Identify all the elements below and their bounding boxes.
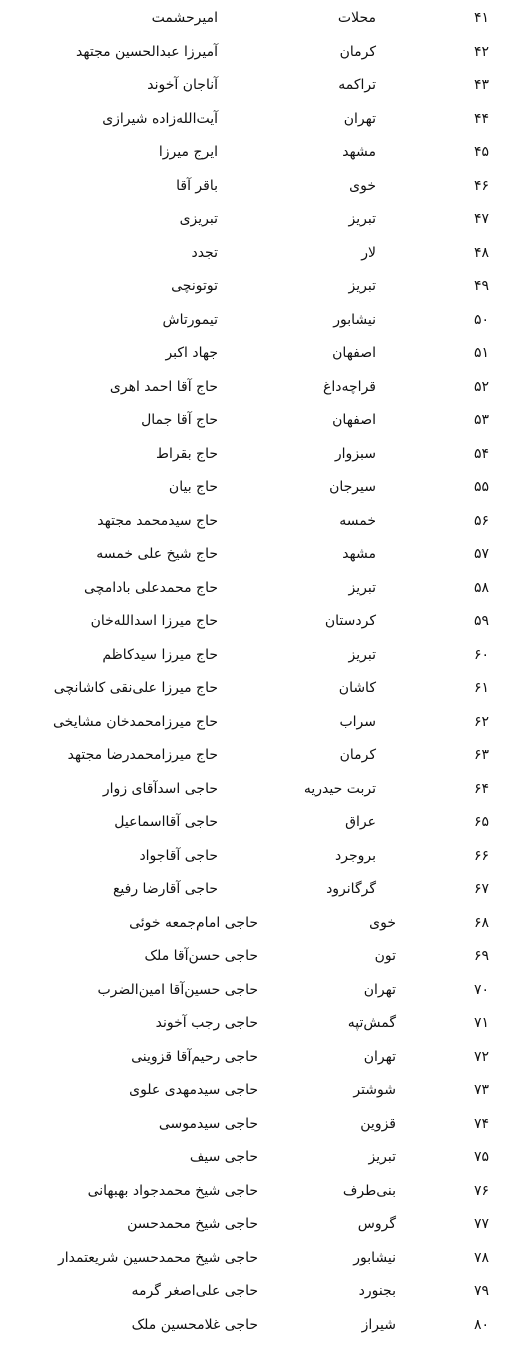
row-city: خمسه xyxy=(339,512,376,529)
table-row xyxy=(0,974,519,1007)
table-row xyxy=(0,1275,519,1308)
row-number: ۷۲ xyxy=(473,1048,489,1065)
row-person-name: حاجی رجب آخوند xyxy=(155,1015,258,1031)
row-city: سراب xyxy=(339,713,376,730)
row-number: ۶۹ xyxy=(473,948,489,964)
table-row xyxy=(0,2,519,35)
row-city: تهران xyxy=(343,110,376,127)
row-number: ۶۵ xyxy=(473,814,489,830)
table-row xyxy=(0,940,519,973)
row-number: ۷۴ xyxy=(473,1115,489,1132)
table-row xyxy=(0,1208,519,1241)
row-city: مشهد xyxy=(342,546,376,562)
table-row xyxy=(0,237,519,270)
table-row xyxy=(0,404,519,437)
table-row xyxy=(0,69,519,102)
row-person-name: آمیرزا عبدالحسین مجتهد xyxy=(76,43,218,60)
row-number: ۵۵ xyxy=(473,479,489,495)
row-city: کردستان xyxy=(324,613,376,629)
row-city: مشهد xyxy=(342,144,376,160)
row-city: بجنورد xyxy=(358,1283,396,1299)
row-person-name: حاجی سیف xyxy=(189,1149,258,1165)
row-number: ۴۶ xyxy=(473,177,489,194)
table-row xyxy=(0,1041,519,1074)
row-city: تراکمه xyxy=(338,77,376,93)
row-number: ۴۸ xyxy=(473,244,489,261)
row-city: شیراز xyxy=(361,1316,396,1333)
row-person-name: توتونچی xyxy=(171,278,218,294)
row-person-name: حاج میرزا اسدالله‌خان xyxy=(90,613,218,629)
table-row xyxy=(0,739,519,772)
row-city: تبریز xyxy=(348,278,376,294)
row-number: ۷۹ xyxy=(473,1283,489,1299)
row-city: سیرجان xyxy=(329,479,376,495)
row-person-name: حاج میرزامحمدرضا مجتهد xyxy=(67,747,218,763)
row-number: ۴۱ xyxy=(473,10,489,26)
row-number: ۷۶ xyxy=(473,1182,489,1199)
row-number: ۵۹ xyxy=(473,613,489,629)
table-row xyxy=(0,672,519,705)
row-number: ۶۲ xyxy=(473,713,489,730)
row-number: ۷۷ xyxy=(473,1216,489,1232)
row-city: تبریز xyxy=(348,211,376,227)
row-number: ۷۸ xyxy=(473,1249,489,1266)
row-city: نیشابور xyxy=(353,1249,396,1266)
table-row xyxy=(0,337,519,370)
row-city: لار xyxy=(361,244,376,261)
row-number: ۶۳ xyxy=(473,747,489,763)
row-person-name: حاج بیان xyxy=(168,479,218,495)
table-row xyxy=(0,1175,519,1208)
row-person-name: تیمورتاش xyxy=(162,311,218,328)
row-person-name: حاجی آقاجواد xyxy=(139,847,218,864)
row-person-name: حاج میرزا سیدکاظم xyxy=(102,646,218,663)
table-row xyxy=(0,1007,519,1040)
row-person-name: حاج میرزا علی‌نقی کاشانچی xyxy=(53,680,218,696)
row-city: کرمان xyxy=(339,43,376,60)
row-number: ۴۷ xyxy=(473,211,489,227)
row-person-name: حاجی سیدموسی xyxy=(158,1115,258,1132)
row-city: تهران xyxy=(363,1048,396,1065)
row-city: شوشتر xyxy=(353,1082,396,1098)
table-row xyxy=(0,538,519,571)
row-city: اصفهان xyxy=(332,412,376,428)
table-row xyxy=(0,1242,519,1275)
table-row xyxy=(0,907,519,940)
table-row xyxy=(0,806,519,839)
table-row xyxy=(0,371,519,404)
table-row xyxy=(0,270,519,303)
row-person-name: امیرحشمت xyxy=(151,10,218,26)
row-person-name: باقر آقا xyxy=(176,177,218,194)
table-row xyxy=(0,1108,519,1141)
row-person-name: تجدد xyxy=(191,244,218,261)
row-city: کرمان xyxy=(339,747,376,763)
row-city: کاشان xyxy=(338,680,376,696)
row-number: ۷۵ xyxy=(473,1149,489,1165)
row-city: خوی xyxy=(349,177,376,194)
table-row xyxy=(0,103,519,136)
row-person-name: حاجی آقااسماعیل xyxy=(114,814,218,830)
row-person-name: حاجی شیخ محمدجواد بهبهانی xyxy=(87,1182,258,1199)
row-person-name: حاج آقا احمد اهری xyxy=(109,378,218,395)
row-city: بروجرد xyxy=(335,847,376,864)
row-number: ۴۲ xyxy=(473,43,489,60)
row-city: بنی‌طرف xyxy=(342,1182,396,1199)
row-city: اصفهان xyxy=(332,345,376,361)
row-person-name: حاجی حسن‌آقا ملک xyxy=(144,948,258,964)
row-person-name: حاج سیدمحمد مجتهد xyxy=(97,512,218,529)
table-row xyxy=(0,304,519,337)
row-number: ۶۰ xyxy=(473,646,489,663)
row-city: قراچه‌داغ xyxy=(323,378,376,395)
row-person-name: آناجان آخوند xyxy=(147,77,218,93)
row-number: ۷۳ xyxy=(473,1082,489,1098)
table-row xyxy=(0,773,519,806)
row-number: ۶۱ xyxy=(473,680,489,696)
table-row xyxy=(0,873,519,906)
row-number: ۵۰ xyxy=(473,311,489,328)
row-person-name: حاج آقا جمال xyxy=(141,412,218,428)
table-row xyxy=(0,471,519,504)
row-number: ۶۶ xyxy=(473,847,489,864)
table-row xyxy=(0,639,519,672)
table-row xyxy=(0,203,519,236)
row-city: سبزوار xyxy=(334,445,376,462)
row-number: ۸۰ xyxy=(473,1316,489,1333)
row-person-name: حاج شیخ علی خمسه xyxy=(96,546,218,562)
row-person-name: حاج بقراط xyxy=(156,445,218,462)
table-row xyxy=(0,1074,519,1107)
row-person-name: حاجی علی‌اصغر گرمه xyxy=(131,1283,258,1299)
table-row xyxy=(0,605,519,638)
row-person-name: جهاد اکبر xyxy=(165,345,218,361)
row-number: ۴۹ xyxy=(473,278,489,294)
table-row xyxy=(0,1141,519,1174)
row-number: ۴۳ xyxy=(473,77,489,93)
row-city: تون xyxy=(374,948,396,964)
row-person-name: حاجی آقارضا رفیع xyxy=(112,881,218,897)
table-row xyxy=(0,1309,519,1342)
row-city: گمش‌تپه xyxy=(347,1015,396,1031)
row-person-name: آیت‌الله‌زاده شیرازی xyxy=(102,110,218,127)
row-city: قزوین xyxy=(360,1115,396,1132)
row-number: ۵۸ xyxy=(473,579,489,596)
row-city: گرگانرود xyxy=(326,881,376,897)
row-number: ۵۲ xyxy=(473,378,489,395)
row-city: خوی xyxy=(369,914,396,931)
row-number: ۵۳ xyxy=(473,412,489,428)
table-row xyxy=(0,840,519,873)
row-person-name: حاجی شیخ محمدحسین شریعتمدار xyxy=(57,1249,258,1266)
row-number: ۵۱ xyxy=(473,345,489,361)
row-city: گروس xyxy=(357,1216,396,1232)
row-person-name: ایرج میرزا xyxy=(158,144,218,160)
row-number: ۴۵ xyxy=(473,144,489,160)
row-city: تبریز xyxy=(348,646,376,663)
row-number: ۶۸ xyxy=(473,914,489,931)
row-number: ۵۷ xyxy=(473,546,489,562)
row-number: ۶۷ xyxy=(473,881,489,897)
row-city: تبریز xyxy=(348,579,376,596)
row-person-name: حاجی اسدآقای زوار xyxy=(102,780,218,797)
row-number: ۴۴ xyxy=(473,110,489,127)
row-person-name: حاج میرزامحمدخان مشایخی xyxy=(53,713,218,730)
table-row xyxy=(0,572,519,605)
row-number: ۷۰ xyxy=(473,981,489,998)
row-city: تربت حیدریه xyxy=(303,780,376,797)
row-city: محلات xyxy=(337,10,376,26)
row-number: ۵۶ xyxy=(473,512,489,529)
row-number: ۵۴ xyxy=(473,445,489,462)
row-city: تهران xyxy=(363,981,396,998)
table-row xyxy=(0,706,519,739)
row-person-name: حاجی سیدمهدی علوی xyxy=(129,1082,258,1098)
row-person-name: حاجی غلامحسین ملک xyxy=(131,1316,258,1333)
table-row xyxy=(0,170,519,203)
row-city: تبریز xyxy=(368,1149,396,1165)
table-row xyxy=(0,438,519,471)
row-number: ۶۴ xyxy=(473,780,489,797)
row-person-name: حاجی حسین‌آقا امین‌الضرب xyxy=(97,981,258,998)
table-row xyxy=(0,36,519,69)
row-city: نیشابور xyxy=(333,311,376,328)
row-person-name: حاجی شیخ محمدحسن xyxy=(127,1216,258,1232)
row-person-name: حاجی امام‌جمعه خوئی xyxy=(129,914,258,931)
table-row xyxy=(0,136,519,169)
row-city: عراق xyxy=(345,814,376,830)
row-person-name: تبریزی xyxy=(179,211,218,227)
table-row xyxy=(0,505,519,538)
row-person-name: حاجی رحیم‌آقا قزوینی xyxy=(131,1048,258,1065)
row-number: ۷۱ xyxy=(473,1015,489,1031)
row-person-name: حاج محمدعلی بادامچی xyxy=(84,579,218,596)
